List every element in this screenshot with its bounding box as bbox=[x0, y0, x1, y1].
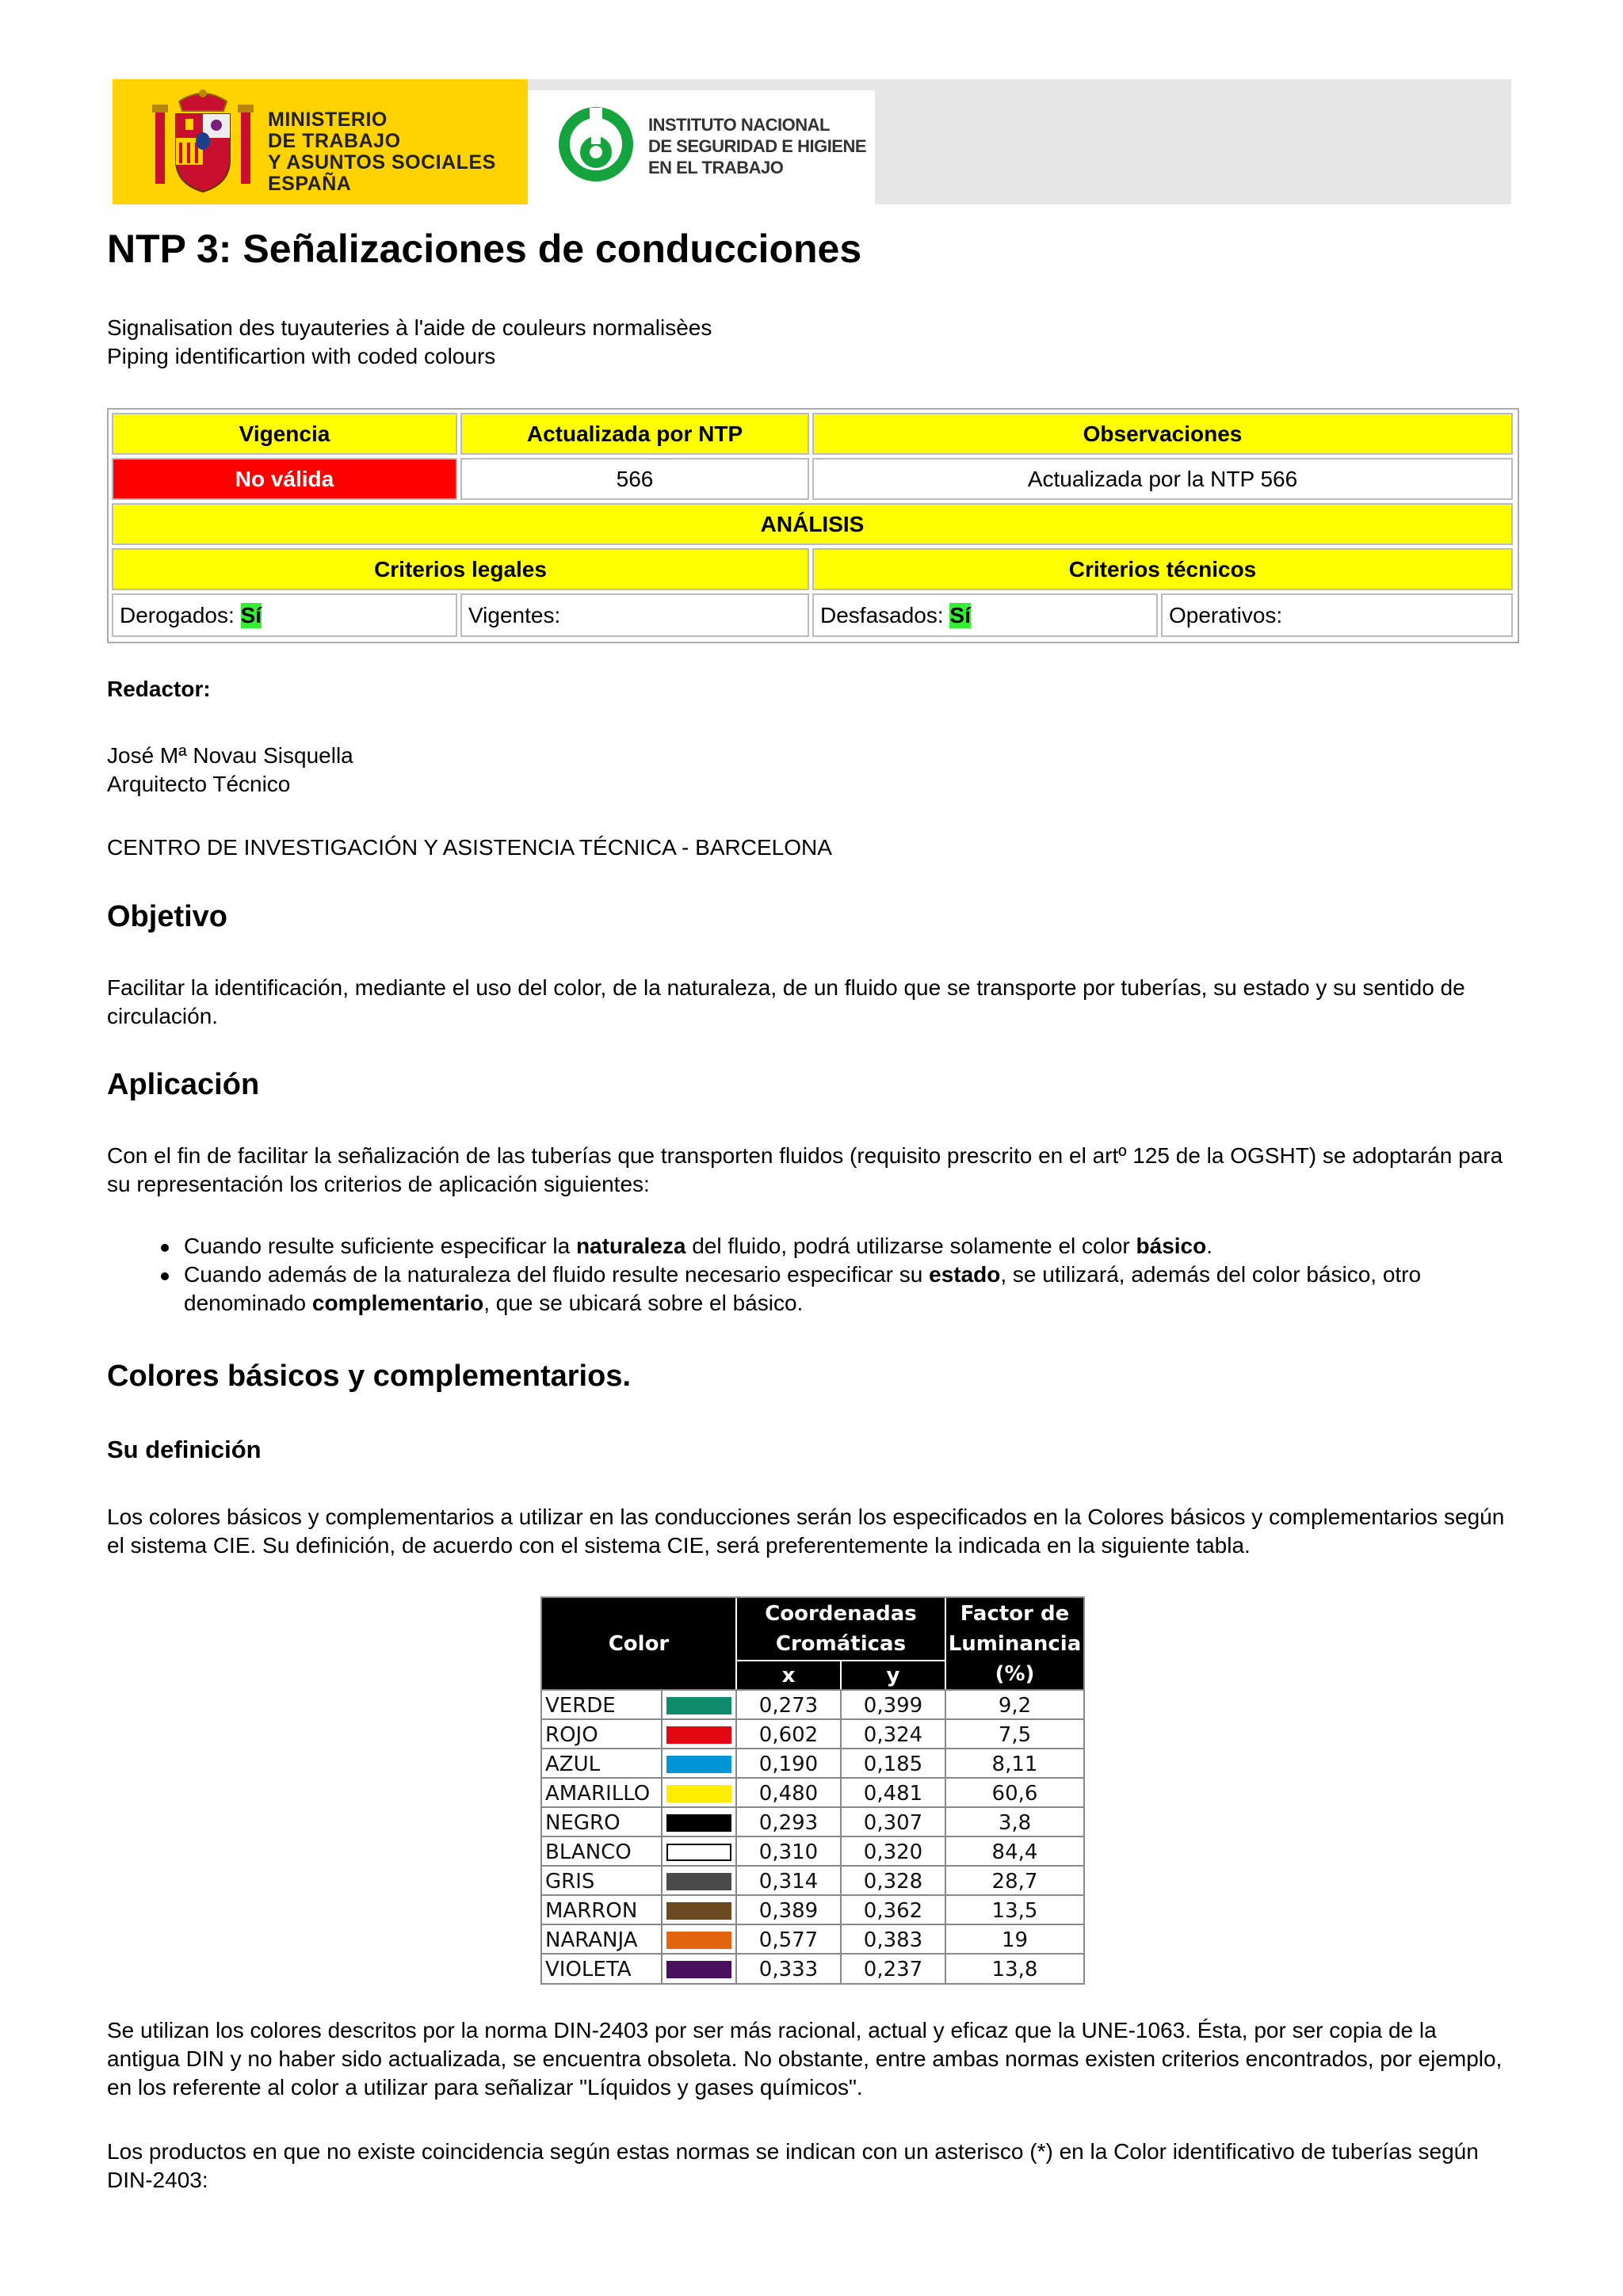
coord-y: 0,320 bbox=[840, 1837, 945, 1867]
header-coordenadas: Coordenadas Cromáticas bbox=[737, 1598, 945, 1660]
operativos-label: Operativos: bbox=[1169, 602, 1283, 627]
vigencia-value: No válida bbox=[112, 458, 457, 500]
list-item: Cuando resulte suficiente especificar la naturaleza del fluido, podrá utilizarse solamente el color básico. bbox=[107, 1232, 1510, 1261]
colores-text: Los colores básicos y complementarios a utilizar en las conducciones serán los especificados en la Colores básicos y complementarios según el sistema CIE. Su definición, de acuerdo con el sistema CIE, será preferentemente la indicada en la siguiente tabla. bbox=[107, 1505, 1505, 1558]
table-row bbox=[542, 1748, 1083, 1779]
colores-text-2: Se utilizan los colores descritos por la norma DIN-2403 por ser más racional, actual y eficaz que la UNE-1063. Ésta, por ser copia de la antigua DIN y no haber sido actualizada, se encuentra obsoleta. No obstante, entre ambas normas existen criterios encontrados, por ejemplo, en los referente al color a utilizar para señalizar "Líquidos y gases químicos". bbox=[107, 2018, 1503, 2100]
color-name: NARANJA bbox=[545, 1928, 638, 1952]
luminance-factor: 13,8 bbox=[945, 1955, 1083, 1984]
color-swatch-cell bbox=[661, 1720, 735, 1749]
color-swatch bbox=[666, 1726, 731, 1744]
color-name: BLANCO bbox=[545, 1840, 632, 1864]
bullet-icon bbox=[161, 1272, 169, 1280]
table-row bbox=[542, 1953, 1083, 1984]
aplicacion-text: Con el fin de facilitar la señalización de las tuberías que transporten fluidos (requisito prescrito en el artº 125 de la OGSHT) se adoptarán para su representación los criterios de aplicación siguientes: bbox=[107, 1143, 1503, 1196]
luminance-factor: 84,4 bbox=[945, 1837, 1083, 1867]
table-row bbox=[542, 1777, 1083, 1808]
color-name: ROJO bbox=[545, 1722, 598, 1747]
color-name: NEGRO bbox=[545, 1810, 621, 1835]
color-swatch-cell bbox=[661, 1691, 735, 1720]
header-banner bbox=[113, 79, 1511, 204]
color-name: AZUL bbox=[545, 1752, 601, 1776]
redactor-name: José Mª Novau Sisquella bbox=[107, 743, 353, 768]
color-swatch-cell bbox=[661, 1749, 735, 1779]
luminance-factor: 9,2 bbox=[945, 1691, 1083, 1720]
color-name: GRIS bbox=[545, 1869, 595, 1894]
derogados-cell bbox=[112, 593, 457, 637]
color-swatch-cell bbox=[661, 1867, 735, 1896]
redactor-role: Arquitecto Técnico bbox=[107, 772, 291, 796]
criterios-legales-header: Criterios legales bbox=[112, 548, 809, 590]
observaciones-value: Actualizada por la NTP 566 bbox=[812, 458, 1513, 500]
desfasados-value: Sí bbox=[949, 602, 971, 627]
institute-name: INSTITUTO NACIONAL DE SEGURIDAD E HIGIENE EN EL TRABAJO bbox=[648, 115, 867, 177]
coord-x: 0,273 bbox=[735, 1691, 840, 1720]
color-name: VERDE bbox=[545, 1693, 616, 1718]
color-swatch bbox=[666, 1844, 731, 1861]
color-swatch-cell bbox=[661, 1955, 735, 1984]
desfasados-cell bbox=[812, 593, 1158, 637]
header-x: x bbox=[737, 1661, 840, 1689]
definicion-heading: Su definición bbox=[107, 1436, 262, 1463]
luminance-factor: 3,8 bbox=[945, 1808, 1083, 1837]
color-name: MARRON bbox=[545, 1898, 638, 1923]
color-swatch bbox=[666, 1961, 731, 1978]
header-y: y bbox=[842, 1661, 945, 1689]
coord-y: 0,328 bbox=[840, 1867, 945, 1896]
luminance-factor: 60,6 bbox=[945, 1779, 1083, 1808]
coord-y: 0,481 bbox=[840, 1779, 945, 1808]
coord-x: 0,389 bbox=[735, 1896, 840, 1925]
derogados-value: Sí bbox=[240, 602, 262, 627]
coord-y: 0,324 bbox=[840, 1720, 945, 1749]
coord-y: 0,185 bbox=[840, 1749, 945, 1779]
coat-of-arms-icon bbox=[149, 87, 257, 198]
color-swatch bbox=[666, 1932, 731, 1949]
color-swatch-cell bbox=[661, 1896, 735, 1925]
color-name: VIOLETA bbox=[545, 1957, 632, 1981]
institute-logo-block bbox=[528, 90, 875, 204]
objetivo-text: Facilitar la identificación, mediante el uso del color, de la naturaleza, de un fluido que se transporte por tuberías, su estado y su sentido de circulación. bbox=[107, 975, 1465, 1028]
table-row bbox=[542, 1689, 1083, 1720]
objetivo-heading: Objetivo bbox=[107, 900, 228, 933]
table-row bbox=[542, 1806, 1083, 1837]
coord-y: 0,237 bbox=[840, 1955, 945, 1984]
subtitle-fr: Signalisation des tuyauteries à l'aide de couleurs normalisèes bbox=[107, 315, 712, 340]
coord-x: 0,577 bbox=[735, 1925, 840, 1955]
table-row bbox=[542, 1894, 1083, 1925]
coord-y: 0,383 bbox=[840, 1925, 945, 1955]
cie-color-table bbox=[540, 1596, 1085, 1985]
insht-logo-icon bbox=[556, 105, 636, 184]
status-table bbox=[107, 408, 1519, 643]
vigentes-cell bbox=[460, 593, 809, 637]
coord-y: 0,362 bbox=[840, 1896, 945, 1925]
color-swatch bbox=[666, 1902, 731, 1920]
redactor-label: Redactor: bbox=[107, 677, 211, 701]
vigentes-label: Vigentes: bbox=[468, 602, 561, 627]
luminance-factor: 28,7 bbox=[945, 1867, 1083, 1896]
coord-x: 0,314 bbox=[735, 1867, 840, 1896]
coord-x: 0,293 bbox=[735, 1808, 840, 1837]
coord-x: 0,480 bbox=[735, 1779, 840, 1808]
color-name: AMARILLO bbox=[545, 1781, 651, 1806]
header-vigencia: Vigencia bbox=[112, 413, 457, 455]
analisis-header: ANÁLISIS bbox=[112, 503, 1513, 545]
color-swatch bbox=[666, 1814, 731, 1832]
operativos-cell bbox=[1161, 593, 1513, 637]
luminance-factor: 13,5 bbox=[945, 1896, 1083, 1925]
color-swatch-cell bbox=[661, 1925, 735, 1955]
coord-x: 0,190 bbox=[735, 1749, 840, 1779]
coord-y: 0,399 bbox=[840, 1691, 945, 1720]
color-swatch bbox=[666, 1697, 731, 1714]
ministry-logo-block bbox=[113, 79, 528, 204]
list-item: Cuando además de la naturaleza del fluido resulte necesario especificar su estado, se utilizará, además del color básico, otro denominado complementario, que se ubicará sobre el básico. bbox=[107, 1261, 1510, 1318]
desfasados-label: Desfasados: bbox=[820, 602, 944, 627]
actualizada-value: 566 bbox=[460, 458, 809, 500]
coord-x: 0,333 bbox=[735, 1955, 840, 1984]
table-row bbox=[542, 1718, 1083, 1749]
color-swatch bbox=[666, 1873, 731, 1890]
luminance-factor: 8,11 bbox=[945, 1749, 1083, 1779]
aplicacion-list bbox=[107, 1232, 1510, 1318]
subtitle-en: Piping identificartion with coded colours bbox=[107, 344, 496, 368]
header-observaciones: Observaciones bbox=[812, 413, 1513, 455]
coord-y: 0,307 bbox=[840, 1808, 945, 1837]
coord-x: 0,602 bbox=[735, 1720, 840, 1749]
table-row bbox=[542, 1865, 1083, 1896]
header-factor: Factor de Luminancia (%) bbox=[946, 1598, 1083, 1689]
table-row bbox=[542, 1924, 1083, 1955]
header-actualizada: Actualizada por NTP bbox=[460, 413, 809, 455]
table-row bbox=[542, 1836, 1083, 1867]
header-color: Color bbox=[542, 1598, 735, 1689]
color-swatch-cell bbox=[661, 1779, 735, 1808]
derogados-label: Derogados: bbox=[120, 602, 235, 627]
ministry-name: MINISTERIO DE TRABAJO Y ASUNTOS SOCIALES ESPAÑA bbox=[268, 109, 496, 195]
bullet-icon bbox=[161, 1244, 169, 1252]
page-title: NTP 3: Señalizaciones de conducciones bbox=[107, 227, 862, 271]
redactor-centre: CENTRO DE INVESTIGACIÓN Y ASISTENCIA TÉCNICA - BARCELONA bbox=[107, 835, 832, 860]
color-swatch bbox=[666, 1785, 731, 1802]
color-swatch-cell bbox=[661, 1837, 735, 1867]
coord-x: 0,310 bbox=[735, 1837, 840, 1867]
color-swatch-cell bbox=[661, 1808, 735, 1837]
luminance-factor: 7,5 bbox=[945, 1720, 1083, 1749]
aplicacion-heading: Aplicación bbox=[107, 1068, 260, 1101]
criterios-tecnicos-header: Criterios técnicos bbox=[812, 548, 1513, 590]
colores-text-3: Los productos en que no existe coincidencia según estas normas se indican con un asterisco (*) en la Color identificativo de tuberías según DIN-2403: bbox=[107, 2139, 1479, 2192]
colores-heading: Colores básicos y complementarios. bbox=[107, 1360, 632, 1393]
color-swatch bbox=[666, 1756, 731, 1773]
luminance-factor: 19 bbox=[945, 1925, 1083, 1955]
